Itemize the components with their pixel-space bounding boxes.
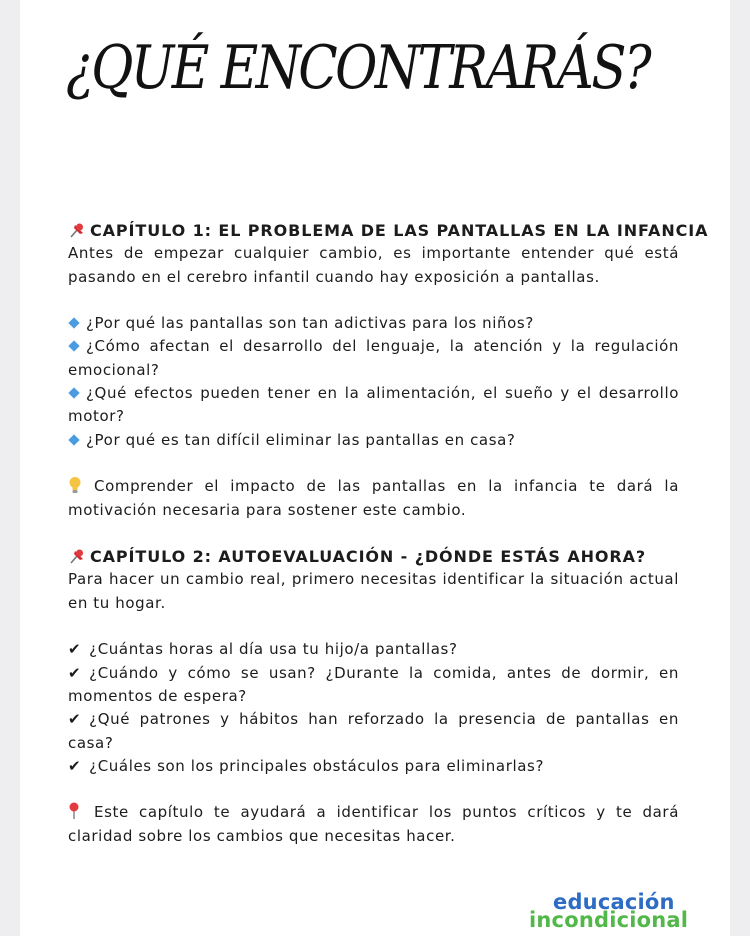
brand-logo [529, 892, 688, 931]
list-item: ¿Cómo afectan el desarrollo del lenguaje, la atención y la regulación emocional? [68, 337, 679, 379]
chapter-2-note: Este capítulo te ayudará a identificar los puntos críticos y te dará claridad sobre los cambios que necesitas hacer. [68, 803, 679, 845]
check-icon: ✔ [68, 756, 82, 775]
check-icon: ✔ [68, 640, 82, 659]
content [68, 219, 709, 848]
pushpin-icon [68, 548, 86, 564]
lightbulb-icon [68, 476, 82, 494]
blue-diamond-icon [68, 434, 79, 445]
chapter-1-title: CAPÍTULO 1: EL PROBLEMA DE LAS PANTALLAS EN LA INFANCIA [90, 221, 709, 240]
blue-diamond-icon [68, 387, 79, 398]
list-item: ¿Qué efectos pueden tener en la alimentación, el sueño y el desarrollo motor? [68, 384, 679, 426]
chapter-2-title: CAPÍTULO 2: AUTOEVALUACIÓN - ¿DÓNDE ESTÁS AHORA? [90, 547, 647, 567]
list-item: ✔ ¿Qué patrones y hábitos han reforzado la presencia de pantallas en casa? [68, 710, 679, 752]
chapter-2-heading [68, 545, 679, 568]
chapter-2-intro: Para hacer un cambio real, primero necesitas identificar la situación actual en tu hogar. [68, 570, 679, 612]
check-icon: ✔ [68, 663, 82, 682]
chapter-1-tip: Comprender el impacto de las pantallas en la infancia te dará la motivación necesaria para sostener este cambio. [68, 477, 679, 519]
pushpin-icon [68, 222, 86, 238]
list-item: ✔ ¿Cuándo y cómo se usan? ¿Durante la comida, antes de dormir, en momentos de espera? [68, 663, 679, 705]
list-item: ✔ ¿Cuáles son los principales obstáculos para eliminarlas? [68, 756, 545, 775]
page-title: ¿QUÉ ENCONTRARÁS? [66, 33, 650, 103]
chapter-1-intro: Antes de empezar cualquier cambio, es importante entender qué está pasando en el cerebro infantil cuando hay exposición a pantallas. [68, 244, 679, 286]
list-item: ¿Por qué es tan difícil eliminar las pantallas en casa? [68, 429, 679, 452]
list-item: ¿Por qué las pantallas son tan adictivas para los niños? [68, 312, 679, 335]
chapter-2-questions [68, 638, 679, 778]
document-page [20, 0, 730, 936]
blue-diamond-icon [68, 318, 79, 329]
chapter-1-heading [68, 219, 709, 242]
chapter-1-questions [68, 312, 679, 452]
list-item: ✔ ¿Cuántas horas al día usa tu hijo/a pantallas? [68, 640, 458, 659]
logo-line-1: educación [553, 890, 675, 914]
logo-line-2: incondicional [529, 908, 689, 932]
check-icon: ✔ [68, 710, 82, 729]
blue-diamond-icon [68, 341, 79, 352]
round-pushpin-icon [68, 802, 80, 820]
